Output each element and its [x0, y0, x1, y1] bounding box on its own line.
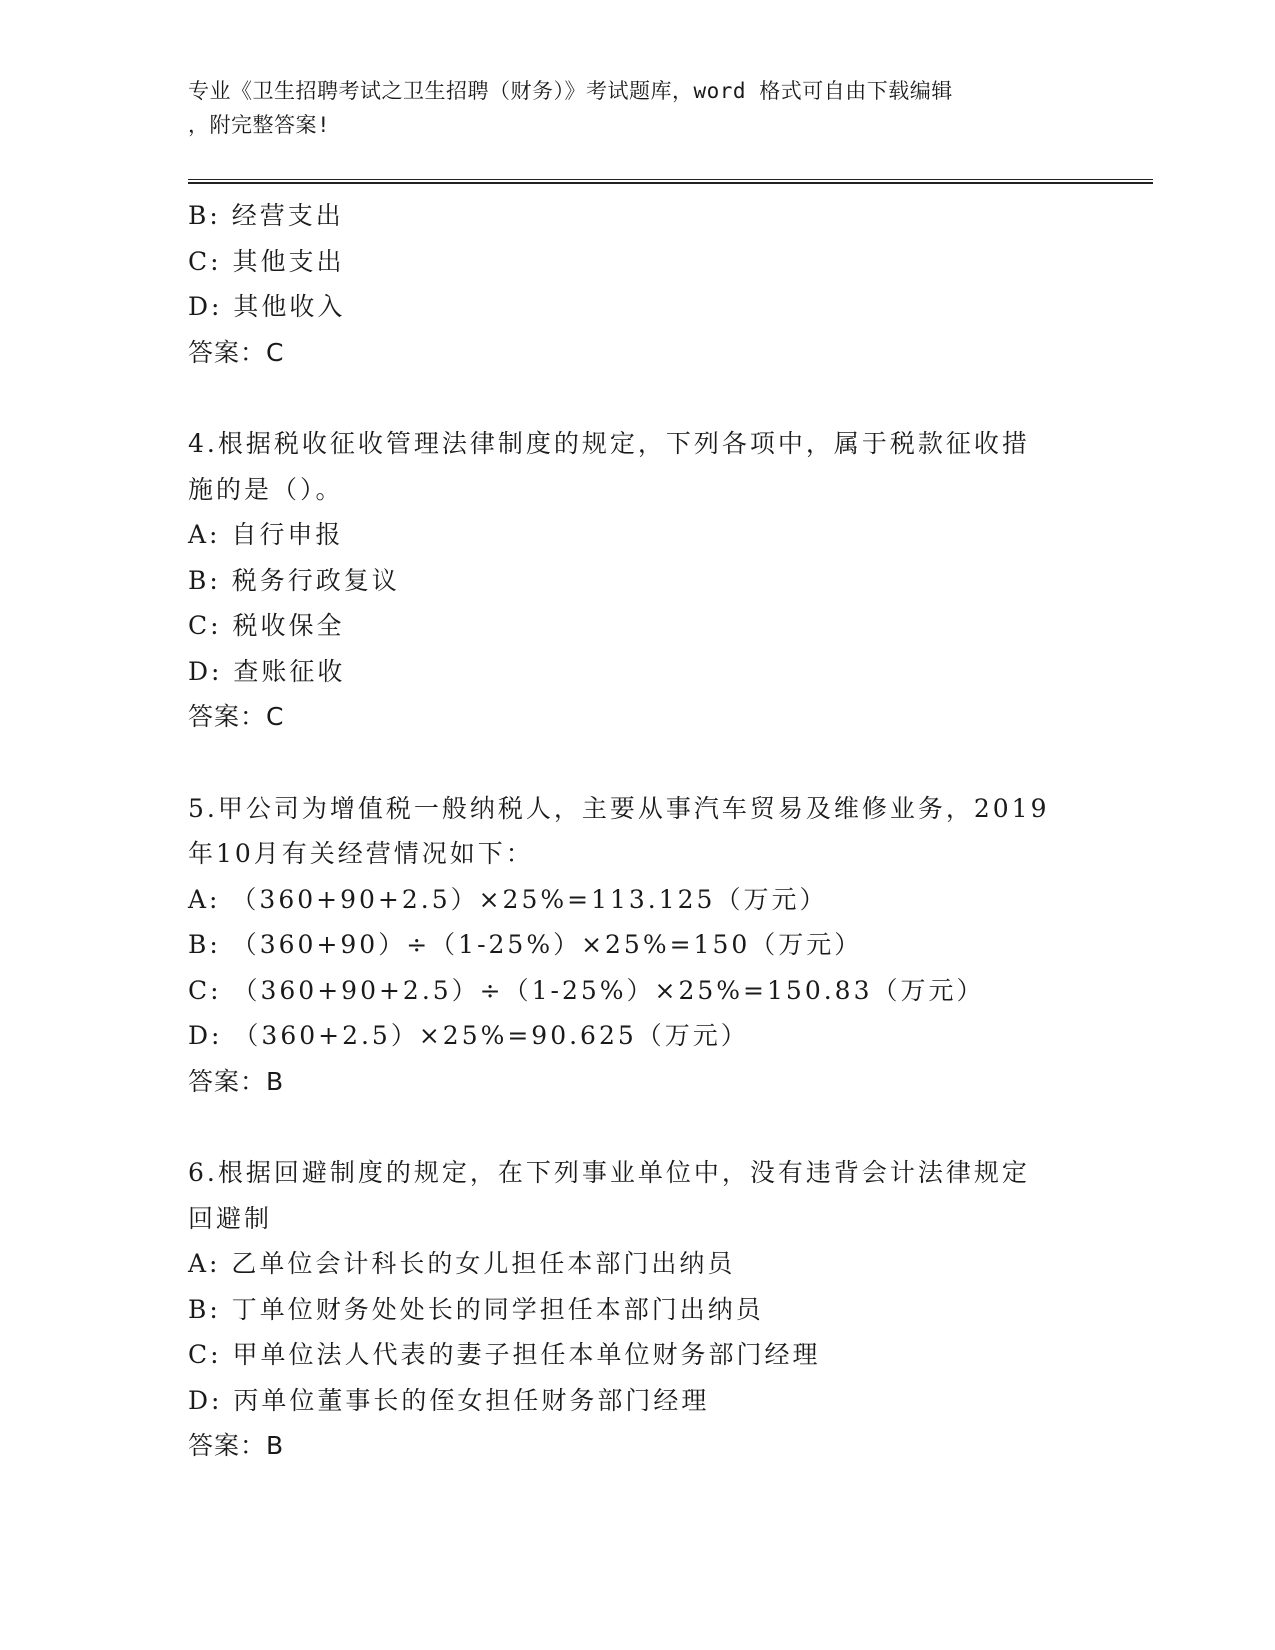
- answer: 答案：B: [188, 1431, 285, 1460]
- question-6: [188, 1150, 1068, 1469]
- option-a: A: 乙单位会计科长的女儿担任本部门出纳员: [188, 1249, 736, 1278]
- option-b: B: 税务行政复议: [188, 565, 400, 595]
- document-header: [188, 74, 1068, 142]
- option-d: D: （360+2.5）×25%=90.625（万元）: [188, 1021, 749, 1050]
- answer: 答案：C: [188, 337, 285, 367]
- answer: 答案：B: [188, 1066, 285, 1096]
- option-a: A: （360+90+2.5）×25%=113.125（万元）: [188, 884, 828, 914]
- header-divider-thin: [188, 179, 1153, 180]
- option-c: C: （360+90+2.5）÷（1-25%）×25%=150.83（万元）: [188, 975, 985, 1005]
- option-a: A: 自行申报: [188, 520, 344, 549]
- question-list: [188, 193, 1068, 1469]
- header-line-2: ，附完整答案!: [188, 113, 331, 137]
- option-b: B: 丁单位财务处处长的同学担任本部门出纳员: [188, 1294, 764, 1324]
- option-d: D: 查账征收: [188, 656, 346, 686]
- question-4: [188, 421, 1068, 740]
- question-3: [188, 193, 1068, 375]
- option-c: C: 税收保全: [188, 611, 345, 640]
- question-stem: 4.根据税收征收管理法律制度的规定，下列各项中，属于税款征收措: [188, 429, 1030, 458]
- spacer: [188, 375, 1068, 421]
- option-d: D: 丙单位董事长的侄女担任财务部门经理: [188, 1385, 710, 1415]
- option-c: C: 甲单位法人代表的妻子担任本单位财务部门经理: [188, 1340, 821, 1369]
- option-c: C: 其他支出: [188, 246, 345, 276]
- spacer: [188, 740, 1068, 786]
- spacer: [188, 1104, 1068, 1150]
- question-5: [188, 786, 1068, 1105]
- question-stem: 6.根据回避制度的规定，在下列事业单位中，没有违背会计法律规定: [188, 1158, 1030, 1187]
- question-stem: 施的是（）。: [188, 474, 344, 504]
- question-stem: 年10月有关经营情况如下：: [188, 839, 534, 868]
- question-stem: 回避制: [188, 1203, 273, 1233]
- header-divider-thick: [188, 182, 1153, 184]
- answer: 答案：C: [188, 702, 285, 731]
- option-b: B: （360+90）÷（1-25%）×25%=150（万元）: [188, 930, 863, 959]
- question-stem: 5.甲公司为增值税一般纳税人，主要从事汽车贸易及维修业务，2019: [188, 793, 1050, 823]
- option-b: B: 经营支出: [188, 201, 344, 230]
- header-line-1: 专业《卫生招聘考试之卫生招聘（财务）》考试题库，word 格式可自由下载编辑: [188, 79, 953, 103]
- option-d: D: 其他收入: [188, 292, 346, 321]
